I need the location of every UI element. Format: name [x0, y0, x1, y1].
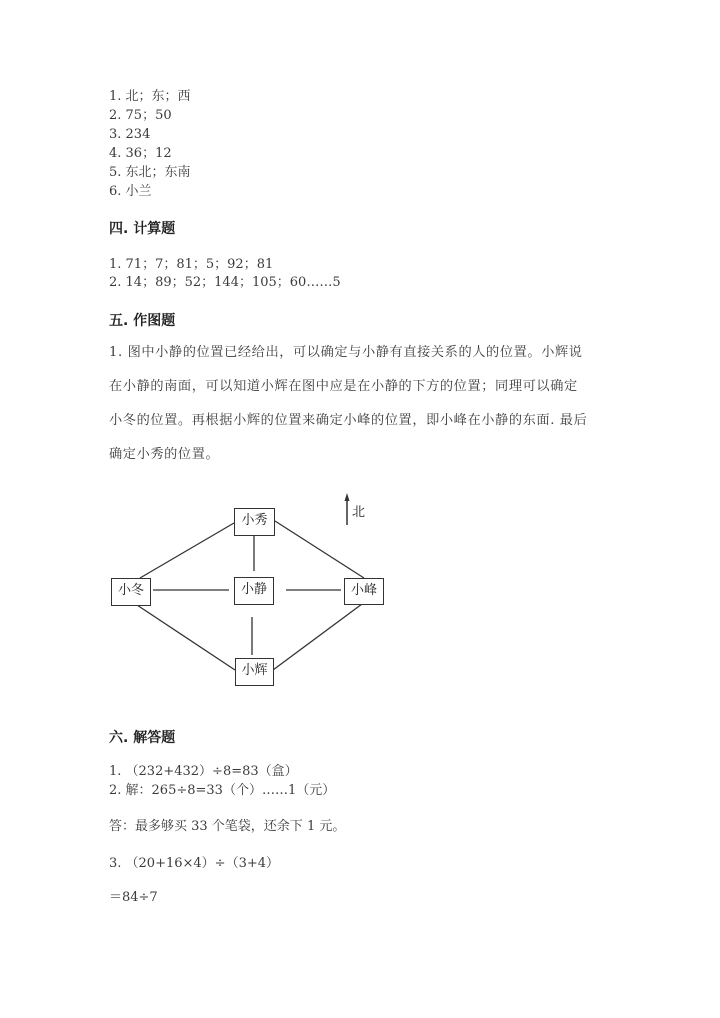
- answer-line-4: 4. 36；12: [109, 146, 172, 161]
- answer-line-5: 5. 东北；东南: [109, 165, 191, 180]
- explanation-line-3: 小冬的位置。再根据小辉的位置来确定小峰的位置，即小峰在小静的东面. 最后: [109, 413, 588, 428]
- drawing-explanation: [109, 336, 609, 472]
- node-xiaojing: 小静: [234, 577, 274, 605]
- edge-dong-hui: [137, 605, 235, 670]
- node-xiaoxiu: 小秀: [234, 508, 275, 536]
- explanation-line-2: 在小静的南面，可以知道小辉在图中应是在小静的下方的位置；同理可以确定: [109, 379, 578, 394]
- edge-xiu-dong: [140, 523, 234, 578]
- node-xiaodong: 小冬: [111, 578, 151, 606]
- node-xiaohui: 小辉: [235, 658, 274, 686]
- answer-line-6: 6. 小兰: [109, 184, 152, 199]
- calc-line-2: 2. 14；89；52；144；105；60……5: [109, 275, 341, 290]
- answer-line-1: 1. 北；东；西: [109, 89, 191, 104]
- answer-statement-2: 答：最多够买 33 个笔袋，还余下 1 元。: [109, 819, 346, 834]
- answer-line-3: 3. 234: [109, 127, 151, 142]
- edge-xiu-feng: [275, 521, 364, 578]
- solution-line-1: 1. （232+432）÷8=83（盒）: [109, 764, 298, 779]
- north-label: 北: [352, 505, 366, 520]
- explanation-line-4: 确定小秀的位置。: [109, 447, 220, 462]
- edge-feng-hui: [273, 604, 362, 670]
- section-heading-drawing: 五. 作图题: [109, 313, 176, 329]
- answer-line-2: 2. 75；50: [109, 108, 172, 123]
- section-heading-calculation: 四. 计算题: [109, 221, 176, 237]
- solution-line-3-step: ＝84÷7: [109, 890, 158, 905]
- north-arrow-icon: [345, 493, 350, 501]
- explanation-line-1: 1. 图中小静的位置已经给出，可以确定与小静有直接关系的人的位置。小辉说: [109, 345, 583, 360]
- solution-line-3: 3. （20+16×4）÷（3+4）: [109, 856, 280, 871]
- calc-line-1: 1. 71；7；81；5；92；81: [109, 257, 274, 272]
- section-heading-word-problems: 六. 解答题: [109, 730, 176, 746]
- solution-line-2: 2. 解：265÷8=33（个）……1（元）: [109, 783, 336, 798]
- node-xiaofeng: 小峰: [344, 578, 384, 605]
